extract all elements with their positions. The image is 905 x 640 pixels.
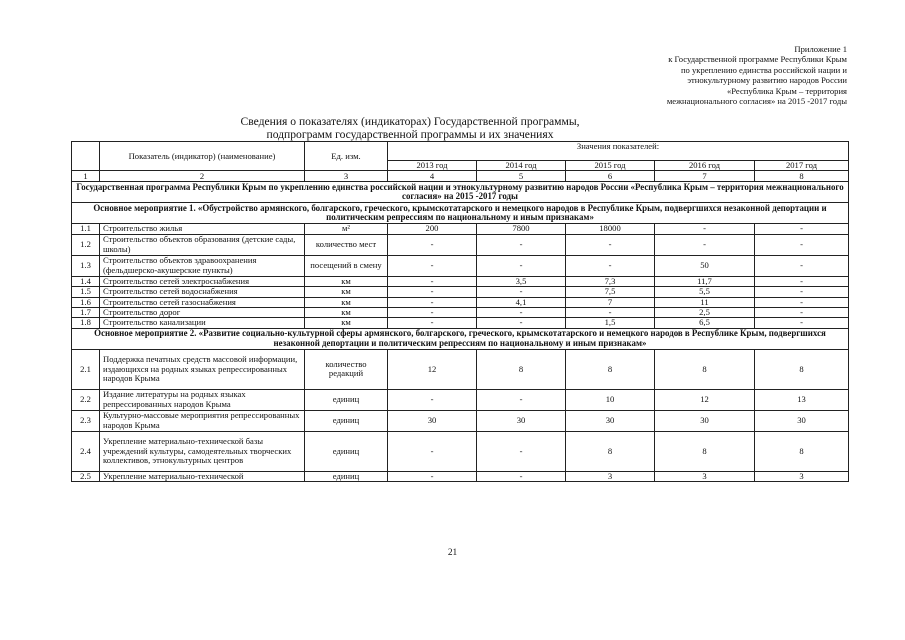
indicator-value: - — [755, 308, 849, 318]
table-row — [72, 431, 849, 471]
indicator-value: - — [755, 276, 849, 286]
table-row — [72, 224, 849, 234]
row-number: 1.4 — [72, 276, 100, 286]
header-indicator: Показатель (индикатор) (наименование) — [100, 142, 305, 171]
measure-title: Основное мероприятие 2. «Развитие социально-культурной сферы армянского, болгарского, греческого, крымскотатарского и немецкого народов в Республике Крым, подвергшихся незаконной депортации и политическим репрессиям по национальному и иным признакам» — [72, 328, 849, 349]
indicators-table — [71, 141, 849, 482]
header-values: Значения показателей: — [388, 142, 849, 161]
row-number: 1.1 — [72, 224, 100, 234]
indicator-unit: единиц — [305, 410, 388, 431]
indicator-value: 8 — [655, 349, 755, 389]
indicator-value: - — [388, 308, 477, 318]
row-number: 2.1 — [72, 349, 100, 389]
table-row — [72, 318, 849, 328]
indicator-value: 7,3 — [566, 276, 655, 286]
header-unit: Ед. изм. — [305, 142, 388, 171]
appendix-note — [547, 44, 847, 106]
indicator-value: 30 — [755, 410, 849, 431]
indicator-value: 30 — [388, 410, 477, 431]
header-year: 2016 год — [655, 161, 755, 171]
appendix-line: Приложение 1 — [794, 44, 847, 54]
indicator-unit: количество мест — [305, 234, 388, 255]
indicator-value: 30 — [477, 410, 566, 431]
indicator-value: - — [388, 276, 477, 286]
indicator-value: - — [566, 234, 655, 255]
indicator-value: 4,1 — [477, 297, 566, 307]
indicator-unit: км — [305, 297, 388, 307]
indicator-value: 3,5 — [477, 276, 566, 286]
indicator-name: Строительство сетей водоснабжения — [100, 287, 305, 297]
indicator-unit: единиц — [305, 471, 388, 481]
indicator-name: Укрепление материально-технической — [100, 471, 305, 481]
indicator-value: 8 — [566, 349, 655, 389]
table-row — [72, 297, 849, 307]
column-number: 2 — [100, 171, 305, 182]
indicator-value: 7 — [566, 297, 655, 307]
column-number: 3 — [305, 171, 388, 182]
indicator-unit: м² — [305, 224, 388, 234]
indicator-name: Строительство объектов образования (детские сады, школы) — [100, 234, 305, 255]
indicator-value: 10 — [566, 389, 655, 410]
appendix-line: по укреплению единства российской нации и — [680, 64, 847, 75]
appendix-line: межнационального согласия» на 2015 -2017 годы — [666, 96, 847, 107]
indicator-value: - — [477, 308, 566, 318]
indicator-value: - — [388, 389, 477, 410]
page-title — [150, 115, 670, 141]
indicator-unit: посещений в смену — [305, 255, 388, 276]
column-number: 7 — [655, 171, 755, 182]
indicator-unit: единиц — [305, 389, 388, 410]
indicator-value: - — [388, 255, 477, 276]
indicator-value: 7800 — [477, 224, 566, 234]
indicator-value: 30 — [566, 410, 655, 431]
row-number: 1.2 — [72, 234, 100, 255]
row-number: 2.3 — [72, 410, 100, 431]
indicator-value: - — [477, 389, 566, 410]
table-row — [72, 308, 849, 318]
indicator-value: - — [388, 318, 477, 328]
indicator-value: - — [655, 224, 755, 234]
indicator-value: 8 — [566, 431, 655, 471]
indicator-value: - — [755, 287, 849, 297]
appendix-line: к Государственной программе Республики Крым — [668, 54, 847, 65]
table-row — [72, 410, 849, 431]
indicator-value: - — [388, 234, 477, 255]
row-number: 1.8 — [72, 318, 100, 328]
indicator-value: 8 — [755, 349, 849, 389]
indicator-value: 8 — [755, 431, 849, 471]
indicator-value: - — [755, 318, 849, 328]
indicator-unit: количество редакций — [305, 349, 388, 389]
indicator-name: Строительство канализации — [100, 318, 305, 328]
appendix-line: этнокультурному развитию народов России — [687, 75, 847, 86]
indicator-value: 11,7 — [655, 276, 755, 286]
program-title: Государственная программа Республики Крым по укреплению единства российской нации и этнокультурному развитию народов России «Республика Крым – территория межнационального согласия» на 2015 -2017 годы — [72, 182, 849, 203]
indicator-value: - — [755, 224, 849, 234]
indicator-value: - — [477, 471, 566, 481]
column-number: 6 — [566, 171, 655, 182]
indicator-name: Строительство сетей газоснабжения — [100, 297, 305, 307]
indicator-name: Строительство дорог — [100, 308, 305, 318]
indicator-value: - — [477, 431, 566, 471]
table-row — [72, 234, 849, 255]
indicator-name: Издание литературы на родных языках репрессированных народов Крыма — [100, 389, 305, 410]
indicator-unit: км — [305, 318, 388, 328]
indicator-value: 8 — [655, 431, 755, 471]
row-number: 1.7 — [72, 308, 100, 318]
row-number: 1.5 — [72, 287, 100, 297]
indicator-value: 30 — [655, 410, 755, 431]
indicator-name: Культурно-массовые мероприятия репрессированных народов Крыма — [100, 410, 305, 431]
column-number: 5 — [477, 171, 566, 182]
indicator-value: 3 — [566, 471, 655, 481]
indicator-unit: км — [305, 308, 388, 318]
table-row — [72, 255, 849, 276]
title-line: подпрограмм государственной программы и их значениях — [266, 128, 554, 141]
indicator-value: - — [388, 287, 477, 297]
indicator-value: 12 — [388, 349, 477, 389]
indicator-value: - — [755, 297, 849, 307]
indicator-value: 50 — [655, 255, 755, 276]
table-row — [72, 349, 849, 389]
indicator-value: 7,5 — [566, 287, 655, 297]
indicator-value: - — [755, 234, 849, 255]
indicator-value: 11 — [655, 297, 755, 307]
indicator-value: 8 — [477, 349, 566, 389]
page-number: 21 — [447, 548, 458, 558]
table-row — [72, 471, 849, 481]
indicator-value: 200 — [388, 224, 477, 234]
row-number: 2.4 — [72, 431, 100, 471]
indicator-value: 3 — [655, 471, 755, 481]
indicator-value: 6,5 — [655, 318, 755, 328]
indicator-value: - — [477, 318, 566, 328]
table-row — [72, 276, 849, 286]
indicator-value: 5,5 — [655, 287, 755, 297]
indicator-value: - — [477, 287, 566, 297]
indicator-name: Строительство объектов здравоохранения (фельдшерско-акушерские пункты) — [100, 255, 305, 276]
indicator-value: - — [755, 255, 849, 276]
indicator-value: - — [477, 255, 566, 276]
indicator-value: 3 — [755, 471, 849, 481]
appendix-line: «Республика Крым – территория — [726, 85, 847, 96]
column-number: 1 — [72, 171, 100, 182]
indicator-value: 13 — [755, 389, 849, 410]
header-year: 2013 год — [388, 161, 477, 171]
indicator-name: Укрепление материально-технической базы учреждений культуры, самодеятельных творческих коллективов, этнокультурных центров — [100, 431, 305, 471]
header-year: 2015 год — [566, 161, 655, 171]
row-number: 1.3 — [72, 255, 100, 276]
row-number: 2.5 — [72, 471, 100, 481]
column-number: 4 — [388, 171, 477, 182]
indicator-unit: км — [305, 276, 388, 286]
header-year: 2017 год — [755, 161, 849, 171]
indicator-value: - — [477, 234, 566, 255]
indicator-value: 18000 — [566, 224, 655, 234]
indicator-value: 2,5 — [655, 308, 755, 318]
header-number — [72, 142, 100, 171]
indicator-value: - — [566, 255, 655, 276]
indicator-value: - — [655, 234, 755, 255]
indicator-unit: единиц — [305, 431, 388, 471]
table-row — [72, 287, 849, 297]
indicator-name: Поддержка печатных средств массовой информации, издающихся на родных языках репрессированных народов Крыма — [100, 349, 305, 389]
indicator-value: - — [388, 471, 477, 481]
indicator-value: - — [388, 297, 477, 307]
indicator-value: 1,5 — [566, 318, 655, 328]
indicator-unit: км — [305, 287, 388, 297]
measure-title: Основное мероприятие 1. «Обустройство армянского, болгарского, греческого, крымскотатарского и немецкого народов в Республике Крым, подвергшихся незаконной депортации и политическим репрессиям по национальному и иным признакам» — [72, 203, 849, 224]
indicator-value: - — [388, 431, 477, 471]
indicator-value: - — [566, 308, 655, 318]
row-number: 2.2 — [72, 389, 100, 410]
indicator-name: Строительство жилья — [100, 224, 305, 234]
title-line: Сведения о показателях (индикаторах) Государственной программы, — [240, 115, 580, 128]
column-number: 8 — [755, 171, 849, 182]
row-number: 1.6 — [72, 297, 100, 307]
indicator-value: 12 — [655, 389, 755, 410]
indicator-name: Строительство сетей электроснабжения — [100, 276, 305, 286]
header-year: 2014 год — [477, 161, 566, 171]
table-row — [72, 389, 849, 410]
